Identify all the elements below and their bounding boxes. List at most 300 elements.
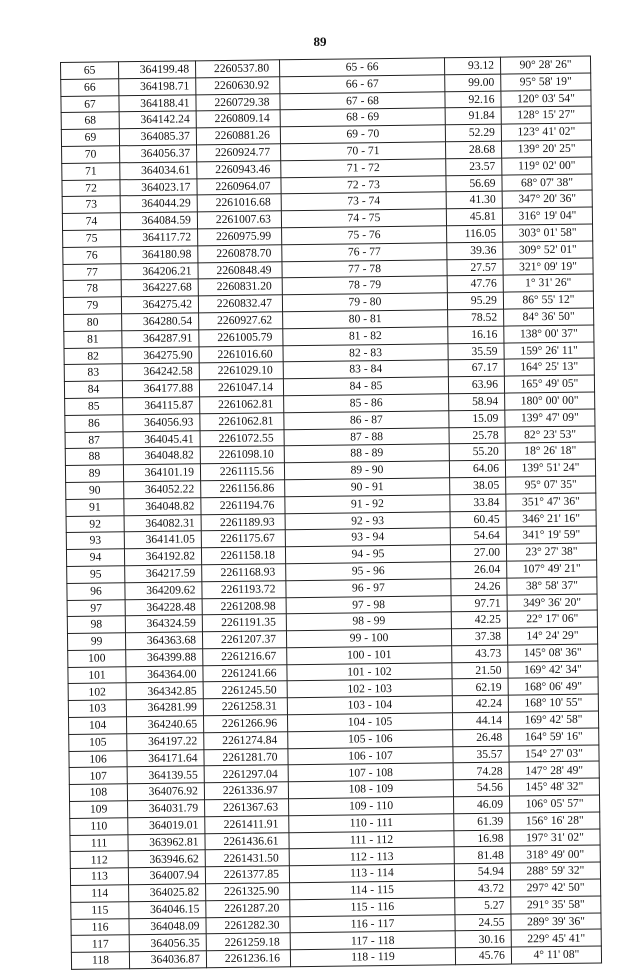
angle-cell: 309° 52' 01" — [503, 241, 593, 259]
segment-cell: 80 - 81 — [283, 310, 448, 329]
segment-cell: 79 - 80 — [282, 293, 447, 312]
point-number-cell: 116 — [71, 918, 129, 936]
point-number-cell: 67 — [61, 95, 119, 113]
page-number: 89 — [313, 34, 327, 49]
y-coordinate-cell: 2261007.63 — [197, 211, 281, 229]
angle-cell: 38° 58' 37" — [507, 577, 597, 595]
x-coordinate-cell: 364399.88 — [126, 649, 203, 667]
segment-cell: 103 - 104 — [287, 696, 452, 715]
segment-cell: 106 - 107 — [288, 746, 453, 765]
x-coordinate-cell: 364084.59 — [120, 212, 197, 230]
angle-cell: 154° 27' 03" — [509, 745, 599, 763]
angle-cell: 169° 42' 34" — [508, 661, 598, 679]
x-coordinate-cell: 363962.81 — [128, 833, 205, 851]
segment-cell: 118 - 119 — [290, 948, 455, 967]
segment-cell: 66 - 67 — [280, 75, 445, 94]
point-number-cell: 78 — [63, 280, 121, 298]
angle-cell: 303° 01' 58" — [503, 224, 593, 242]
point-number-cell: 65 — [61, 62, 119, 80]
y-coordinate-cell: 2260943.46 — [197, 161, 281, 179]
y-coordinate-cell: 2261241.66 — [203, 664, 287, 682]
x-coordinate-cell: 364115.87 — [123, 397, 200, 415]
distance-cell: 91.84 — [445, 108, 501, 125]
y-coordinate-cell: 2261236.16 — [206, 950, 290, 968]
point-number-cell: 102 — [68, 683, 126, 701]
y-coordinate-cell: 2260630.92 — [196, 77, 280, 95]
x-coordinate-cell: 364056.93 — [123, 414, 200, 432]
distance-cell: 27.00 — [450, 544, 506, 561]
point-number-cell: 73 — [62, 196, 120, 214]
segment-cell: 67 - 68 — [280, 91, 445, 110]
distance-cell: 63.96 — [448, 376, 504, 393]
angle-cell: 139° 51' 24" — [505, 459, 595, 477]
distance-cell: 58.94 — [449, 393, 505, 410]
x-coordinate-cell: 364324.59 — [125, 615, 202, 633]
x-coordinate-cell: 364197.22 — [127, 733, 204, 751]
y-coordinate-cell: 2261274.84 — [204, 732, 288, 750]
distance-cell: 93.12 — [444, 57, 500, 74]
angle-cell: 168° 10' 55" — [508, 694, 598, 712]
point-number-cell: 89 — [65, 465, 123, 483]
distance-cell: 55.20 — [449, 443, 505, 460]
x-coordinate-cell: 364045.41 — [123, 430, 200, 448]
y-coordinate-cell: 2261207.37 — [202, 631, 286, 649]
segment-cell: 82 - 83 — [283, 343, 448, 362]
x-coordinate-cell: 364046.15 — [129, 901, 206, 919]
distance-cell: 42.25 — [451, 611, 507, 628]
segment-cell: 69 - 70 — [280, 125, 445, 144]
distance-cell: 35.57 — [453, 746, 509, 763]
y-coordinate-cell: 2260848.49 — [198, 261, 282, 279]
y-coordinate-cell: 2261115.56 — [200, 463, 284, 481]
y-coordinate-cell: 2261216.67 — [203, 648, 287, 666]
point-number-cell: 112 — [70, 851, 128, 869]
segment-cell: 117 - 118 — [290, 931, 455, 950]
x-coordinate-cell: 364142.24 — [119, 111, 196, 129]
point-number-cell: 77 — [63, 263, 121, 281]
distance-cell: 45.76 — [455, 947, 511, 964]
distance-cell: 35.59 — [448, 343, 504, 360]
y-coordinate-cell: 2260729.38 — [196, 93, 280, 111]
y-coordinate-cell: 2261245.50 — [203, 681, 287, 699]
angle-cell: 106° 05' 57" — [510, 795, 600, 813]
point-number-cell: 69 — [61, 129, 119, 147]
x-coordinate-cell: 364141.05 — [124, 531, 201, 549]
distance-cell: 44.14 — [452, 712, 508, 729]
distance-cell: 52.29 — [445, 124, 501, 141]
y-coordinate-cell: 2261168.93 — [202, 564, 286, 582]
distance-cell: 95.29 — [447, 292, 503, 309]
x-coordinate-cell: 364101.19 — [123, 464, 200, 482]
segment-cell: 108 - 109 — [288, 780, 453, 799]
angle-cell: 156° 16' 28" — [510, 812, 600, 830]
point-number-cell: 104 — [69, 717, 127, 735]
distance-cell: 24.55 — [455, 914, 511, 931]
angle-cell: 321° 09' 19" — [503, 258, 593, 276]
x-coordinate-cell: 364364.00 — [126, 665, 203, 683]
y-coordinate-cell: 2261281.70 — [204, 748, 288, 766]
x-coordinate-cell: 364240.65 — [127, 716, 204, 734]
point-number-cell: 92 — [66, 515, 124, 533]
angle-cell: 288° 59' 32" — [510, 862, 600, 880]
y-coordinate-cell: 2261016.68 — [197, 194, 281, 212]
distance-cell: 28.68 — [446, 141, 502, 158]
y-coordinate-cell: 2260881.26 — [196, 127, 280, 145]
angle-cell: 164° 59' 16" — [509, 728, 599, 746]
point-number-cell: 75 — [63, 230, 121, 248]
distance-cell: 26.48 — [453, 729, 509, 746]
x-coordinate-cell: 364052.22 — [124, 481, 201, 499]
y-coordinate-cell: 2261005.79 — [199, 329, 283, 347]
distance-cell: 15.09 — [449, 410, 505, 427]
angle-cell: 297° 42' 50" — [511, 879, 601, 897]
angle-cell: 341° 19' 59" — [506, 526, 596, 544]
distance-cell: 61.39 — [454, 813, 510, 830]
distance-cell: 54.94 — [454, 863, 510, 880]
distance-cell: 47.76 — [447, 275, 503, 292]
angle-cell: 123° 41' 02" — [501, 123, 591, 141]
segment-cell: 73 - 74 — [281, 192, 446, 211]
point-number-cell: 115 — [71, 902, 129, 920]
distance-cell: 97.71 — [451, 595, 507, 612]
angle-cell: 138° 00' 37" — [504, 325, 594, 343]
distance-cell: 39.36 — [447, 242, 503, 259]
x-coordinate-cell: 364287.91 — [122, 330, 199, 348]
segment-cell: 96 - 97 — [286, 578, 451, 597]
y-coordinate-cell: 2261325.90 — [206, 883, 290, 901]
angle-cell: 86° 55' 12" — [503, 291, 593, 309]
point-number-cell: 94 — [66, 549, 124, 567]
segment-cell: 113 - 114 — [289, 864, 454, 883]
x-coordinate-cell: 364076.92 — [127, 783, 204, 801]
segment-cell: 92 - 93 — [285, 511, 450, 530]
segment-cell: 89 - 90 — [284, 461, 449, 480]
point-number-cell: 114 — [71, 885, 129, 903]
point-number-cell: 85 — [65, 398, 123, 416]
point-number-cell: 91 — [66, 498, 124, 516]
point-number-cell: 105 — [69, 734, 127, 752]
distance-cell: 16.98 — [454, 830, 510, 847]
angle-cell: 349° 36' 20" — [507, 593, 597, 611]
distance-cell: 62.19 — [452, 679, 508, 696]
point-number-cell: 97 — [67, 599, 125, 617]
x-coordinate-cell: 364363.68 — [125, 632, 202, 650]
segment-cell: 94 - 95 — [285, 545, 450, 564]
x-coordinate-cell: 364192.82 — [124, 548, 201, 566]
angle-cell: 291° 35' 58" — [511, 896, 601, 914]
angle-cell: 165° 49' 05" — [504, 375, 594, 393]
y-coordinate-cell: 2261062.81 — [200, 413, 284, 431]
point-number-cell: 80 — [64, 314, 122, 332]
point-number-cell: 68 — [61, 112, 119, 130]
point-number-cell: 95 — [67, 566, 125, 584]
x-coordinate-cell: 364117.72 — [121, 229, 198, 247]
angle-cell: 14° 24' 29" — [507, 627, 597, 645]
distance-cell: 26.04 — [451, 561, 507, 578]
x-coordinate-cell: 364209.62 — [125, 582, 202, 600]
distance-cell: 45.81 — [446, 208, 502, 225]
distance-cell: 38.05 — [450, 477, 506, 494]
x-coordinate-cell: 364177.88 — [122, 380, 199, 398]
y-coordinate-cell: 2261259.18 — [206, 933, 290, 951]
y-coordinate-cell: 2260878.70 — [198, 245, 282, 263]
segment-cell: 112 - 113 — [289, 847, 454, 866]
point-number-cell: 117 — [71, 935, 129, 953]
point-number-cell: 70 — [62, 146, 120, 164]
y-coordinate-cell: 2261297.04 — [204, 765, 288, 783]
segment-cell: 105 - 106 — [288, 730, 453, 749]
x-coordinate-cell: 364031.79 — [128, 800, 205, 818]
x-coordinate-cell: 364082.31 — [124, 514, 201, 532]
distance-cell: 54.56 — [453, 779, 509, 796]
x-coordinate-cell: 364019.01 — [128, 817, 205, 835]
distance-cell: 33.84 — [450, 494, 506, 511]
y-coordinate-cell: 2260924.77 — [197, 144, 281, 162]
segment-cell: 65 - 66 — [279, 58, 444, 77]
distance-cell: 21.50 — [452, 662, 508, 679]
distance-cell: 30.16 — [455, 930, 511, 947]
x-coordinate-cell: 363946.62 — [128, 850, 205, 868]
segment-cell: 78 - 79 — [282, 276, 447, 295]
point-number-cell: 100 — [68, 650, 126, 668]
x-coordinate-cell: 364280.54 — [122, 313, 199, 331]
angle-cell: 229° 45' 41" — [511, 929, 601, 947]
distance-cell: 92.16 — [445, 91, 501, 108]
segment-cell: 97 - 98 — [286, 595, 451, 614]
point-number-cell: 118 — [71, 952, 129, 970]
angle-cell: 82° 23' 53" — [505, 426, 595, 444]
point-number-cell: 74 — [62, 213, 120, 231]
point-number-cell: 81 — [64, 331, 122, 349]
y-coordinate-cell: 2261367.63 — [205, 799, 289, 817]
y-coordinate-cell: 2261072.55 — [200, 429, 284, 447]
angle-cell: 120° 03' 54" — [501, 90, 591, 108]
x-coordinate-cell: 364281.99 — [126, 699, 203, 717]
angle-cell: 197° 31' 02" — [510, 829, 600, 847]
y-coordinate-cell: 2261098.10 — [200, 446, 284, 464]
y-coordinate-cell: 2260831.20 — [198, 278, 282, 296]
angle-cell: 164° 25' 13" — [504, 358, 594, 376]
x-coordinate-cell: 364048.82 — [124, 498, 201, 516]
point-number-cell: 93 — [66, 532, 124, 550]
distance-cell: 99.00 — [445, 74, 501, 91]
segment-cell: 102 - 103 — [287, 679, 452, 698]
angle-cell: 145° 48' 32" — [509, 778, 599, 796]
x-coordinate-cell: 364056.35 — [129, 934, 206, 952]
coordinates-table-body — [61, 56, 602, 969]
x-coordinate-cell: 364023.17 — [120, 178, 197, 196]
distance-cell: 67.17 — [448, 359, 504, 376]
y-coordinate-cell: 2261062.81 — [200, 396, 284, 414]
angle-cell: 68° 07' 38" — [502, 174, 592, 192]
angle-cell: 4° 11' 08" — [511, 946, 601, 964]
angle-cell: 147° 28' 49" — [509, 761, 599, 779]
distance-cell: 116.05 — [447, 225, 503, 242]
segment-cell: 88 - 89 — [284, 444, 449, 463]
point-number-cell: 88 — [65, 448, 123, 466]
angle-cell: 139° 47' 09" — [505, 409, 595, 427]
segment-cell: 109 - 110 — [289, 797, 454, 816]
distance-cell: 37.38 — [451, 628, 507, 645]
y-coordinate-cell: 2261266.96 — [203, 715, 287, 733]
x-coordinate-cell: 364228.48 — [125, 598, 202, 616]
segment-cell: 72 - 73 — [281, 175, 446, 194]
angle-cell: 128° 15' 27" — [501, 106, 591, 124]
point-number-cell: 96 — [67, 582, 125, 600]
x-coordinate-cell: 364227.68 — [121, 279, 198, 297]
x-coordinate-cell: 364034.61 — [120, 162, 197, 180]
y-coordinate-cell: 2261016.60 — [199, 345, 283, 363]
x-coordinate-cell: 364342.85 — [126, 682, 203, 700]
distance-cell: 56.69 — [446, 175, 502, 192]
y-coordinate-cell: 2261193.72 — [202, 580, 286, 598]
point-number-cell: 86 — [65, 414, 123, 432]
distance-cell: 60.45 — [450, 511, 506, 528]
y-coordinate-cell: 2261191.35 — [202, 614, 286, 632]
distance-cell: 42.24 — [452, 695, 508, 712]
angle-cell: 316° 19' 04" — [502, 207, 592, 225]
x-coordinate-cell: 364242.58 — [122, 363, 199, 381]
y-coordinate-cell: 2261436.61 — [205, 832, 289, 850]
point-number-cell: 72 — [62, 179, 120, 197]
angle-cell: 169° 42' 58" — [508, 711, 598, 729]
point-number-cell: 76 — [63, 247, 121, 265]
angle-cell: 1° 31' 26" — [503, 274, 593, 292]
point-number-cell: 111 — [70, 834, 128, 852]
point-number-cell: 82 — [64, 347, 122, 365]
point-number-cell: 71 — [62, 163, 120, 181]
x-coordinate-cell: 364044.29 — [120, 195, 197, 213]
segment-cell: 84 - 85 — [283, 377, 448, 396]
point-number-cell: 79 — [63, 297, 121, 315]
y-coordinate-cell: 2260964.07 — [197, 177, 281, 195]
distance-cell: 5.27 — [455, 897, 511, 914]
angle-cell: 84° 36' 50" — [504, 308, 594, 326]
segment-cell: 83 - 84 — [283, 360, 448, 379]
point-number-cell: 87 — [65, 431, 123, 449]
distance-cell: 43.72 — [455, 880, 511, 897]
angle-cell: 95° 58' 19" — [501, 73, 591, 91]
distance-cell: 46.09 — [454, 796, 510, 813]
point-number-cell: 107 — [69, 767, 127, 785]
x-coordinate-cell: 364025.82 — [129, 884, 206, 902]
x-coordinate-cell: 364171.64 — [127, 749, 204, 767]
point-number-cell: 109 — [70, 801, 128, 819]
y-coordinate-cell: 2261258.31 — [203, 698, 287, 716]
distance-cell: 16.16 — [448, 326, 504, 343]
angle-cell: 95° 07' 35" — [506, 476, 596, 494]
segment-cell: 114 - 115 — [290, 881, 455, 900]
point-number-cell: 83 — [64, 364, 122, 382]
y-coordinate-cell: 2261411.91 — [205, 816, 289, 834]
angle-cell: 347° 20' 36" — [502, 190, 592, 208]
segment-cell: 76 - 77 — [282, 243, 447, 262]
segment-cell: 87 - 88 — [284, 427, 449, 446]
segment-cell: 85 - 86 — [284, 394, 449, 413]
y-coordinate-cell: 2261287.20 — [206, 900, 290, 918]
angle-cell: 346° 21' 16" — [506, 510, 596, 528]
angle-cell: 18° 26' 18" — [505, 442, 595, 460]
segment-cell: 98 - 99 — [286, 612, 451, 631]
y-coordinate-cell: 2260975.99 — [198, 228, 282, 246]
segment-cell: 107 - 108 — [288, 763, 453, 782]
x-coordinate-cell: 364007.94 — [128, 867, 205, 885]
x-coordinate-cell: 364188.41 — [119, 94, 196, 112]
angle-cell: 119° 02' 00" — [502, 157, 592, 175]
segment-cell: 90 - 91 — [285, 478, 450, 497]
angle-cell: 289° 39' 36" — [511, 913, 601, 931]
x-coordinate-cell: 364085.37 — [119, 128, 196, 146]
segment-cell: 115 - 116 — [290, 898, 455, 917]
point-number-cell: 110 — [70, 818, 128, 836]
distance-cell: 43.73 — [452, 645, 508, 662]
x-coordinate-cell: 364048.09 — [129, 917, 206, 935]
distance-cell: 54.64 — [450, 527, 506, 544]
segment-cell: 71 - 72 — [281, 159, 446, 178]
segment-cell: 77 - 78 — [282, 259, 447, 278]
coordinates-table — [60, 56, 602, 970]
distance-cell: 23.57 — [446, 158, 502, 175]
angle-cell: 168° 06' 49" — [508, 677, 598, 695]
point-number-cell: 99 — [67, 633, 125, 651]
point-number-cell: 90 — [66, 482, 124, 500]
angle-cell: 23° 27' 38" — [506, 543, 596, 561]
distance-cell: 25.78 — [449, 427, 505, 444]
y-coordinate-cell: 2260809.14 — [196, 110, 280, 128]
point-number-cell: 66 — [61, 79, 119, 97]
x-coordinate-cell: 364180.98 — [121, 246, 198, 264]
x-coordinate-cell: 364217.59 — [125, 565, 202, 583]
x-coordinate-cell: 364139.55 — [127, 766, 204, 784]
segment-cell: 95 - 96 — [286, 562, 451, 581]
x-coordinate-cell: 364198.71 — [119, 78, 196, 96]
distance-cell: 78.52 — [448, 309, 504, 326]
y-coordinate-cell: 2261431.50 — [205, 849, 289, 867]
segment-cell: 104 - 105 — [287, 713, 452, 732]
x-coordinate-cell: 364275.90 — [122, 346, 199, 364]
x-coordinate-cell: 364199.48 — [119, 61, 196, 79]
point-number-cell: 101 — [68, 666, 126, 684]
segment-cell: 81 - 82 — [283, 327, 448, 346]
point-number-cell: 108 — [69, 784, 127, 802]
segment-cell: 70 - 71 — [281, 142, 446, 161]
segment-cell: 86 - 87 — [284, 411, 449, 430]
angle-cell: 22° 17' 06" — [507, 610, 597, 628]
angle-cell: 107° 49' 21" — [507, 560, 597, 578]
distance-cell: 24.26 — [451, 578, 507, 595]
angle-cell: 145° 08' 36" — [508, 644, 598, 662]
y-coordinate-cell: 2260927.62 — [199, 312, 283, 330]
distance-cell: 74.28 — [453, 763, 509, 780]
segment-cell: 99 - 100 — [286, 629, 451, 648]
point-number-cell: 106 — [69, 750, 127, 768]
y-coordinate-cell: 2261282.30 — [206, 916, 290, 934]
segment-cell: 100 - 101 — [287, 646, 452, 665]
y-coordinate-cell: 2261189.93 — [201, 513, 285, 531]
y-coordinate-cell: 2261047.14 — [199, 379, 283, 397]
y-coordinate-cell: 2260832.47 — [198, 295, 282, 313]
segment-cell: 110 - 111 — [289, 814, 454, 833]
y-coordinate-cell: 2261158.18 — [201, 547, 285, 565]
angle-cell: 180° 00' 00" — [505, 392, 595, 410]
x-coordinate-cell: 364056.37 — [120, 145, 197, 163]
segment-cell: 74 - 75 — [281, 209, 446, 228]
x-coordinate-cell: 364206.21 — [121, 262, 198, 280]
distance-cell: 81.48 — [454, 847, 510, 864]
angle-cell: 159° 26' 11" — [504, 342, 594, 360]
angle-cell: 90° 28' 26" — [500, 56, 590, 74]
angle-cell: 351° 47' 36" — [506, 493, 596, 511]
